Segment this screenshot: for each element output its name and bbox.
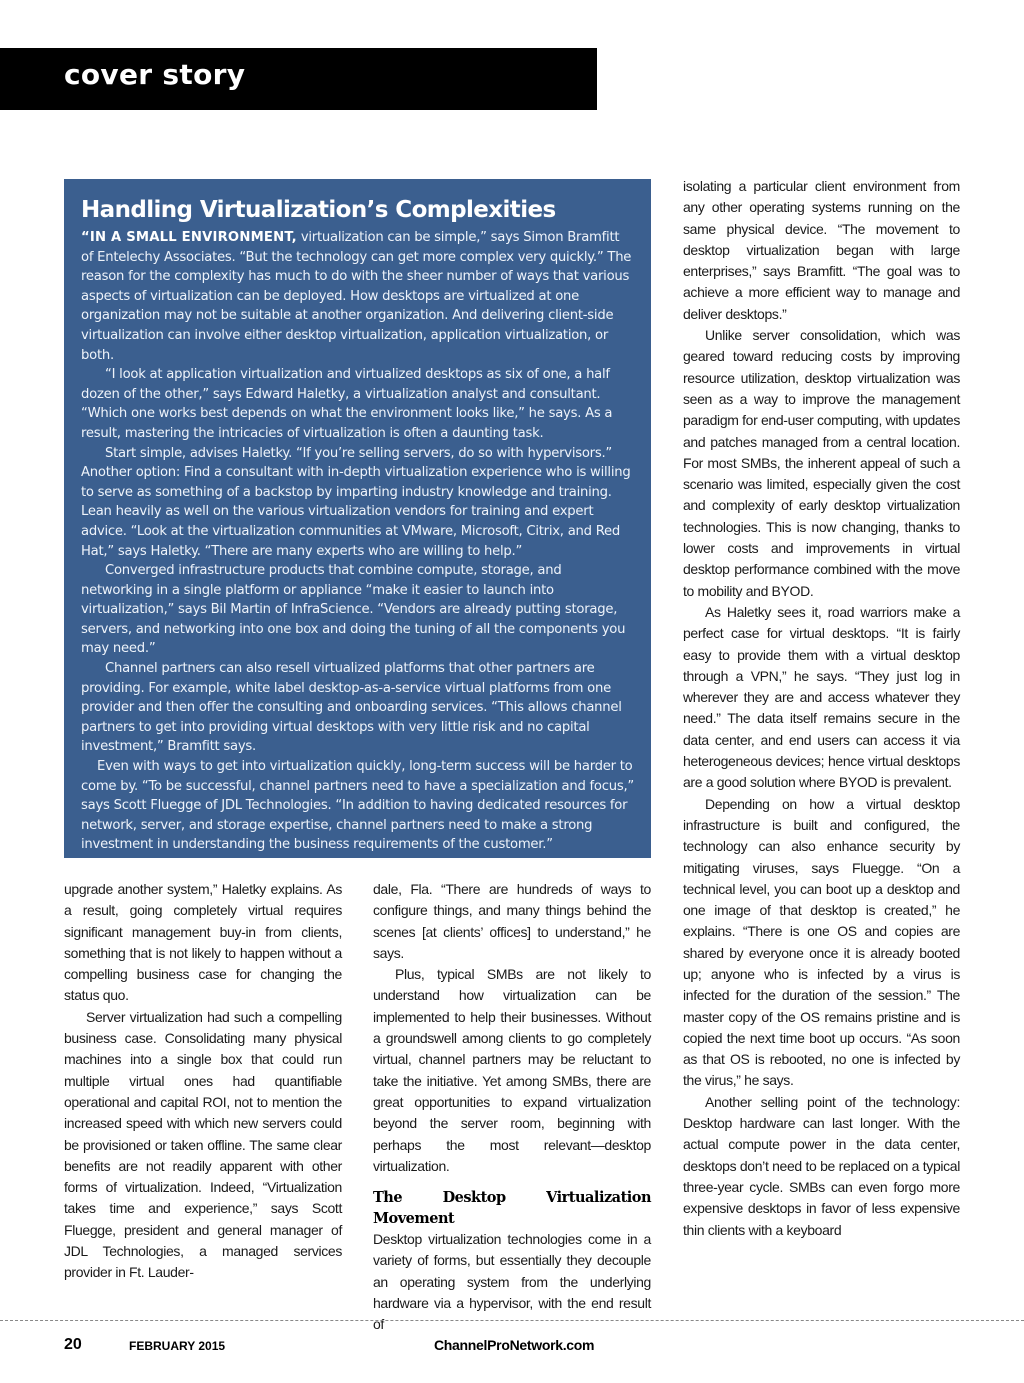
body-paragraph: Server virtualization had such a compelling business case. Consolidating many physical machines into a single box that could run multiple virtual ones had quantifiable operational and capital ROI, not to mention the increased speed with which new servers could be provisioned or taken offline. The same clear benefits are not readily apparent with other forms of virtualization. Indeed, “Virtualization takes time and experience,” says Scott Fluegge, president and general manager of JDL Technologies, a managed services provider in Ft. Lauder- (64, 1008, 342, 1281)
subheading: The Desktop Virtualization Movement (373, 1189, 651, 1228)
sidebar-paragraph (81, 228, 635, 365)
sidebar-paragraph: Converged infrastructure products that combine compute, storage, and networking in a single platform or appliance “make it easier to launch into virtualization,” says Bil Martin of InfraScience. “Vendors are already putting storage, servers, and networking into one box and doing the tuning of all the components you may need.” (81, 563, 626, 657)
body-paragraph: dale, Fla. “There are hundreds of ways to configure things, and many things behind the scenes [at clients’ offices] to understand,” he says. (373, 881, 651, 961)
sidebar-paragraph: Even with ways to get into virtualization quickly, long-term success will be harder to come by. “To be successful, channel partners need to have a specialization and focus,” says Scott Fluegge of JDL Technologies. “In addition to having dedicated resources for network, server, and storage expertise, channel partners need to make a strong investment in understanding the business requirements of the customer.” (81, 759, 634, 853)
body-paragraph: Plus, typical SMBs are not likely to understand how virtualization can be implemented to help their businesses. Without a groundswell among clients to go completely virtual, channel partners may be reluctant to take the initiative. Yet among SMBs, there are great opportunities to expand virtualization beyond the server room, beginning with perhaps the most relevant—desktop virtualization. (373, 966, 651, 1174)
body-paragraph: isolating a particular client environment from any other operating systems running on the same physical device. “The movement to desktop virtualization began with large enterprises,” says Bramfitt. “The goal was to achieve a more efficient way to manage and deliver desktops.” (683, 178, 960, 322)
sidebar-lead-in: “IN A SMALL ENVIRONMENT, (81, 230, 297, 245)
site-name: ChannelProNetwork.com (434, 1337, 595, 1353)
sidebar-paragraph: Channel partners can also resell virtualized platforms that other partners are providing. For example, white label desktop-as-a-service virtual platforms from one provider and then offer the consulting and onboarding services. “This allows channel partners to get into providing virtual desktops with very little risk and no capital investment,” Bramfitt says. (81, 661, 622, 755)
body-paragraph: As Haletky sees it, road warriors make a perfect case for virtual desktops. “It is fairly easy to provide them with a virtual desktop through a VPN,” he says. “They just log in wherever they are and access whatever they need.” The data itself remains secure in the data center, and end users can access it via heterogeneous devices; hence virtual desktops are a good solution where BYOD is prevalent. (683, 603, 960, 791)
sidebar-paragraph-text: virtualization can be simple,” says Simon Bramfitt of Entelechy Associates. “But the technology can get more complex very quickly.” The reason for the complexity has much to do with the sheer number of ways that various aspects of virtualization can be deployed. How desktops are virtualized at one organization may not be suitable at another organization. And delivering client-side virtualization can involve either desktop virtualization, application virtualization, or both. (81, 230, 632, 363)
section-label: cover story (64, 58, 246, 91)
footer-divider (0, 1320, 1024, 1321)
body-paragraph: upgrade another system,” Haletky explains. As a result, going completely virtual requires significant management buy-in from clients, something that is not likely to happen without a compelling business case for changing the status quo. (64, 881, 342, 1004)
article-column-3 (683, 176, 960, 1241)
body-paragraph: Unlike server consolidation, which was geared toward reducing costs by improving resource utilization, desktop virtualization was seen as a way to improve the management paradigm for end-user computing, with updates and patches managed from a central location. For most SMBs, the inherent appeal of such a scenario was limited, especially given the cost and complexity of early desktop virtualization technologies. This is now changing, thanks to lower costs and improvements in virtual desktop performance combined with the move to mobility and BYOD. (683, 327, 960, 599)
sidebar-title: Handling Virtualization’s Complexities (81, 197, 556, 223)
issue-date: FEBRUARY 2015 (129, 1339, 226, 1353)
section-banner (0, 48, 597, 110)
article-column-1 (64, 879, 342, 1284)
sidebar-box (64, 179, 651, 858)
sidebar-paragraph: Start simple, advises Haletky. “If you’re selling servers, do so with hypervisors.” Another option: Find a consultant with in-depth virtualization experience who is willing to serve as something of a backstop by imparting industry knowledge and training. Lean heavily as well on the various virtualization vendors for training and expert advice. “Look at the virtualization communities at VMware, Microsoft, Citrix, and Red Hat,” says Haletky. “There are many experts who are willing to help.” (81, 445, 631, 559)
body-paragraph: Another selling point of the technology: Desktop hardware can last longer. With the actual compute power in the data center, desktops don’t need to be replaced on a typical three-year cycle. SMBs can even forgo more expensive desktops in favor of less expensive thin clients with a keyboard (683, 1093, 960, 1238)
body-paragraph: Depending on how a virtual desktop infrastructure is built and configured, the technology can also enhance security by mitigating viruses, says Fluegge. “On a technical level, you can boot up a desktop and one image of that desktop is created,” he explains. “There is one OS and copies are shared by everyone once it is already booted up; anyone who is infected by a virus is infected for the duration of the session.” The master copy of the OS remains pristine and is copied the next time boot up occurs. “As soon as that OS is rebooted, no one is infected by the virus,” he says. (683, 795, 960, 1089)
page-number: 20 (64, 1336, 82, 1353)
article-column-2 (373, 879, 651, 1336)
body-paragraph: Desktop virtualization technologies come in a variety of forms, but essentially they decouple an operating system from the underlying hardware via a hypervisor, with the end result of (373, 1231, 651, 1333)
sidebar-paragraph: “I look at application virtualization and virtualized desktops as six of one, a half dozen of the other,” says Edward Haletky, a virtualization analyst and consultant. “Which one works best depends on what the environment looks like,” he says. As a result, mastering the intricacies of virtualization is often a daunting task. (81, 367, 613, 441)
